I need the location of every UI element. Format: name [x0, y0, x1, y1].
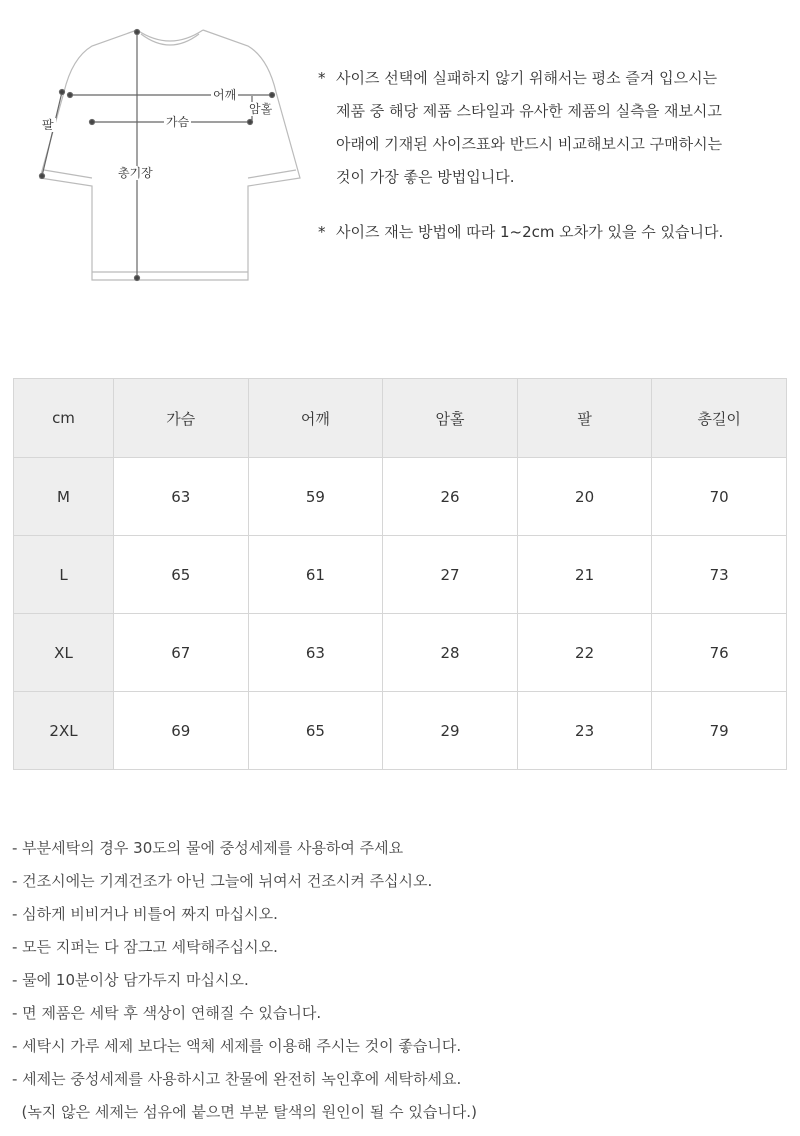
note-line: 제품 중 해당 제품 스타일과 유사한 제품의 실측을 재보시고	[336, 102, 722, 120]
care-item: - 모든 지퍼는 다 잠그고 세탁해주십시오.	[12, 938, 278, 956]
size-notes	[318, 62, 788, 249]
care-item: - 세탁시 가루 세제 보다는 액체 세제를 이용해 주시는 것이 좋습니다.	[12, 1037, 462, 1055]
table-row	[14, 614, 787, 692]
diagram-label-shoulder: 어깨	[213, 88, 237, 102]
table-cell: 22	[517, 614, 652, 692]
tshirt-measurement-diagram	[0, 0, 310, 300]
table-cell: 67	[114, 614, 249, 692]
table-cell: 69	[114, 692, 249, 770]
diagram-label-length: 총기장	[118, 166, 153, 180]
header-shoulder: 어깨	[248, 379, 383, 458]
table-cell: 65	[248, 692, 383, 770]
diagram-label-armhole: 암홀	[249, 102, 273, 116]
note-marker: *	[318, 69, 326, 87]
table-cell: 73	[652, 536, 787, 614]
care-item: - 세제는 중성세제를 사용하시고 찬물에 완전히 녹인후에 세탁하세요.	[12, 1070, 462, 1088]
table-cell: 26	[383, 458, 518, 536]
note-line: 아래에 기재된 사이즈표와 반드시 비교해보시고 구매하시는	[336, 135, 723, 153]
care-item: - 부분세탁의 경우 30도의 물에 중성세제를 사용하여 주세요	[12, 839, 404, 857]
table-cell: 21	[517, 536, 652, 614]
note-line: 것이 가장 좋은 방법입니다.	[336, 168, 515, 186]
size-table	[13, 378, 787, 770]
table-cell: 70	[652, 458, 787, 536]
care-item: (녹지 않은 세제는 섬유에 붙으면 부분 탈색의 원인이 될 수 있습니다.)	[12, 1103, 477, 1121]
care-instructions	[12, 832, 792, 1129]
table-cell: 23	[517, 692, 652, 770]
header-sleeve: 팔	[517, 379, 652, 458]
care-item: - 건조시에는 기계건조가 아닌 그늘에 뉘여서 건조시켜 주십시오.	[12, 872, 433, 890]
table-cell: 76	[652, 614, 787, 692]
header-total-length: 총길이	[652, 379, 787, 458]
table-cell: 63	[248, 614, 383, 692]
table-row	[14, 458, 787, 536]
tshirt-outline	[0, 0, 310, 300]
table-cell: 65	[114, 536, 249, 614]
note-line: 사이즈 선택에 실패하지 않기 위해서는 평소 즐겨 입으시는	[336, 69, 718, 87]
size-table-header-row	[14, 379, 787, 458]
diagram-label-chest: 가슴	[166, 115, 190, 129]
size-label: M	[14, 458, 114, 536]
table-row	[14, 692, 787, 770]
note-marker: *	[318, 223, 326, 241]
size-label: 2XL	[14, 692, 114, 770]
table-cell: 29	[383, 692, 518, 770]
table-row	[14, 536, 787, 614]
size-note	[318, 216, 788, 249]
table-cell: 28	[383, 614, 518, 692]
care-item: - 물에 10분이상 담가두지 마십시오.	[12, 971, 249, 989]
table-cell: 79	[652, 692, 787, 770]
size-note	[318, 62, 788, 194]
table-cell: 61	[248, 536, 383, 614]
diagram-label-sleeve: 팔	[42, 118, 54, 132]
header-unit: cm	[14, 379, 114, 458]
care-item: - 면 제품은 세탁 후 색상이 연해질 수 있습니다.	[12, 1004, 322, 1022]
header-armhole: 암홀	[383, 379, 518, 458]
table-cell: 20	[517, 458, 652, 536]
table-cell: 63	[114, 458, 249, 536]
size-label: XL	[14, 614, 114, 692]
table-cell: 59	[248, 458, 383, 536]
header-chest: 가슴	[114, 379, 249, 458]
size-label: L	[14, 536, 114, 614]
note-line: 사이즈 재는 방법에 따라 1~2cm 오차가 있을 수 있습니다.	[336, 223, 724, 241]
care-item: - 심하게 비비거나 비틀어 짜지 마십시오.	[12, 905, 278, 923]
table-cell: 27	[383, 536, 518, 614]
